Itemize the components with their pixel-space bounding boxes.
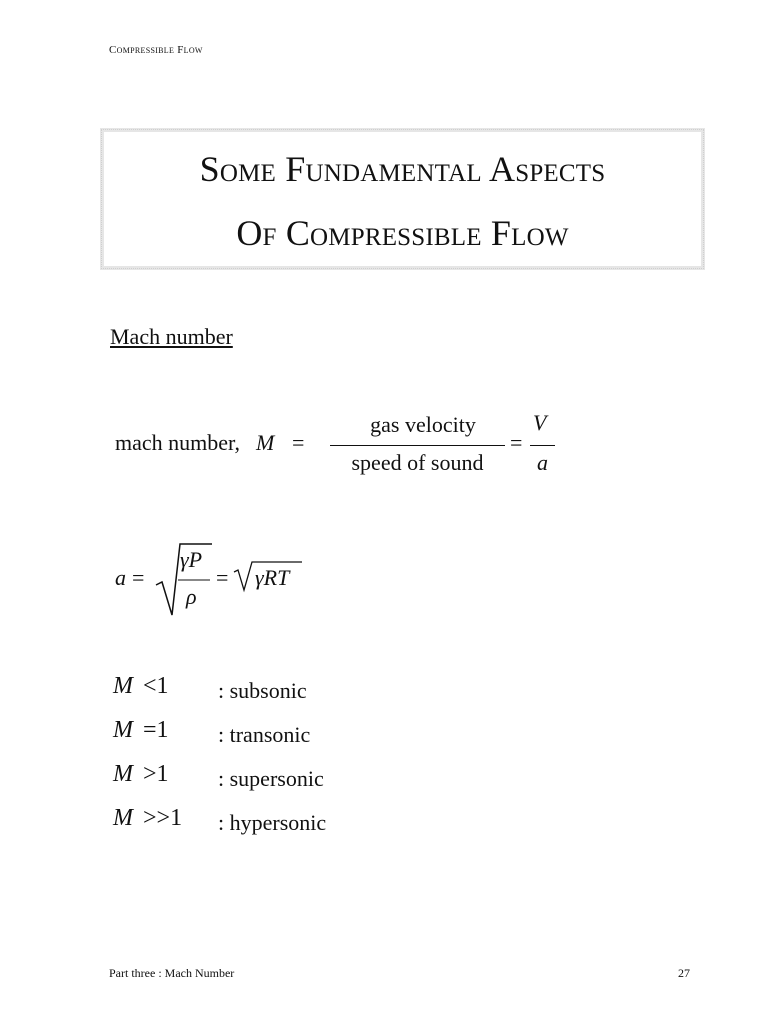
condition-value: 1 [156, 717, 169, 743]
footer-chapter: Part three : Mach Number [109, 966, 235, 980]
condition-row-subsonic [113, 673, 169, 700]
condition-label-hypersonic: : hypersonic [218, 810, 327, 835]
eq1-a: a [537, 450, 548, 475]
eq1-equals-2: = [510, 430, 523, 455]
condition-value: 1 [156, 761, 169, 787]
eq1-equals-1: = [292, 430, 305, 455]
eq2-denominator: ρ [186, 584, 197, 609]
condition-value: 1 [170, 805, 183, 831]
condition-var: M [113, 761, 133, 787]
running-header: Compressible Flow [109, 44, 203, 56]
condition-var: M [113, 805, 133, 831]
condition-row-transonic [113, 717, 169, 744]
eq2-lhs: a [115, 565, 126, 590]
eq1-lhs-var: M [256, 430, 275, 455]
eq1-fraction-bar [330, 445, 505, 446]
condition-label-subsonic: : subsonic [218, 678, 307, 703]
title-line-2: Of Compressible Flow [236, 213, 569, 253]
section-heading: Mach number [110, 324, 233, 349]
condition-label-transonic: : transonic [218, 722, 311, 747]
eq2-equals-1: = [132, 565, 145, 590]
condition-var: M [113, 673, 133, 699]
eq1-v: V [533, 410, 547, 435]
condition-row-supersonic [113, 761, 169, 788]
eq1-denominator: speed of sound [351, 450, 484, 475]
title-line-1: Some Fundamental Aspects [199, 149, 606, 189]
condition-relation: >> [143, 805, 171, 831]
eq1-lhs-text: mach number, [115, 430, 240, 455]
condition-label-supersonic: : supersonic [218, 766, 324, 791]
eq1-numerator: gas velocity [370, 412, 476, 437]
eq2-equals-2: = [216, 565, 229, 590]
condition-value: 1 [156, 673, 169, 699]
eq1-fraction-bar-2 [530, 445, 555, 446]
condition-row-hypersonic [113, 805, 182, 832]
condition-relation: = [143, 717, 157, 743]
page-number: 27 [678, 966, 690, 980]
condition-relation: < [143, 673, 157, 699]
condition-var: M [113, 717, 133, 743]
eq2-rhs: γRT [255, 565, 290, 590]
eq2-numerator: γP [180, 547, 203, 572]
condition-relation: > [143, 761, 157, 787]
